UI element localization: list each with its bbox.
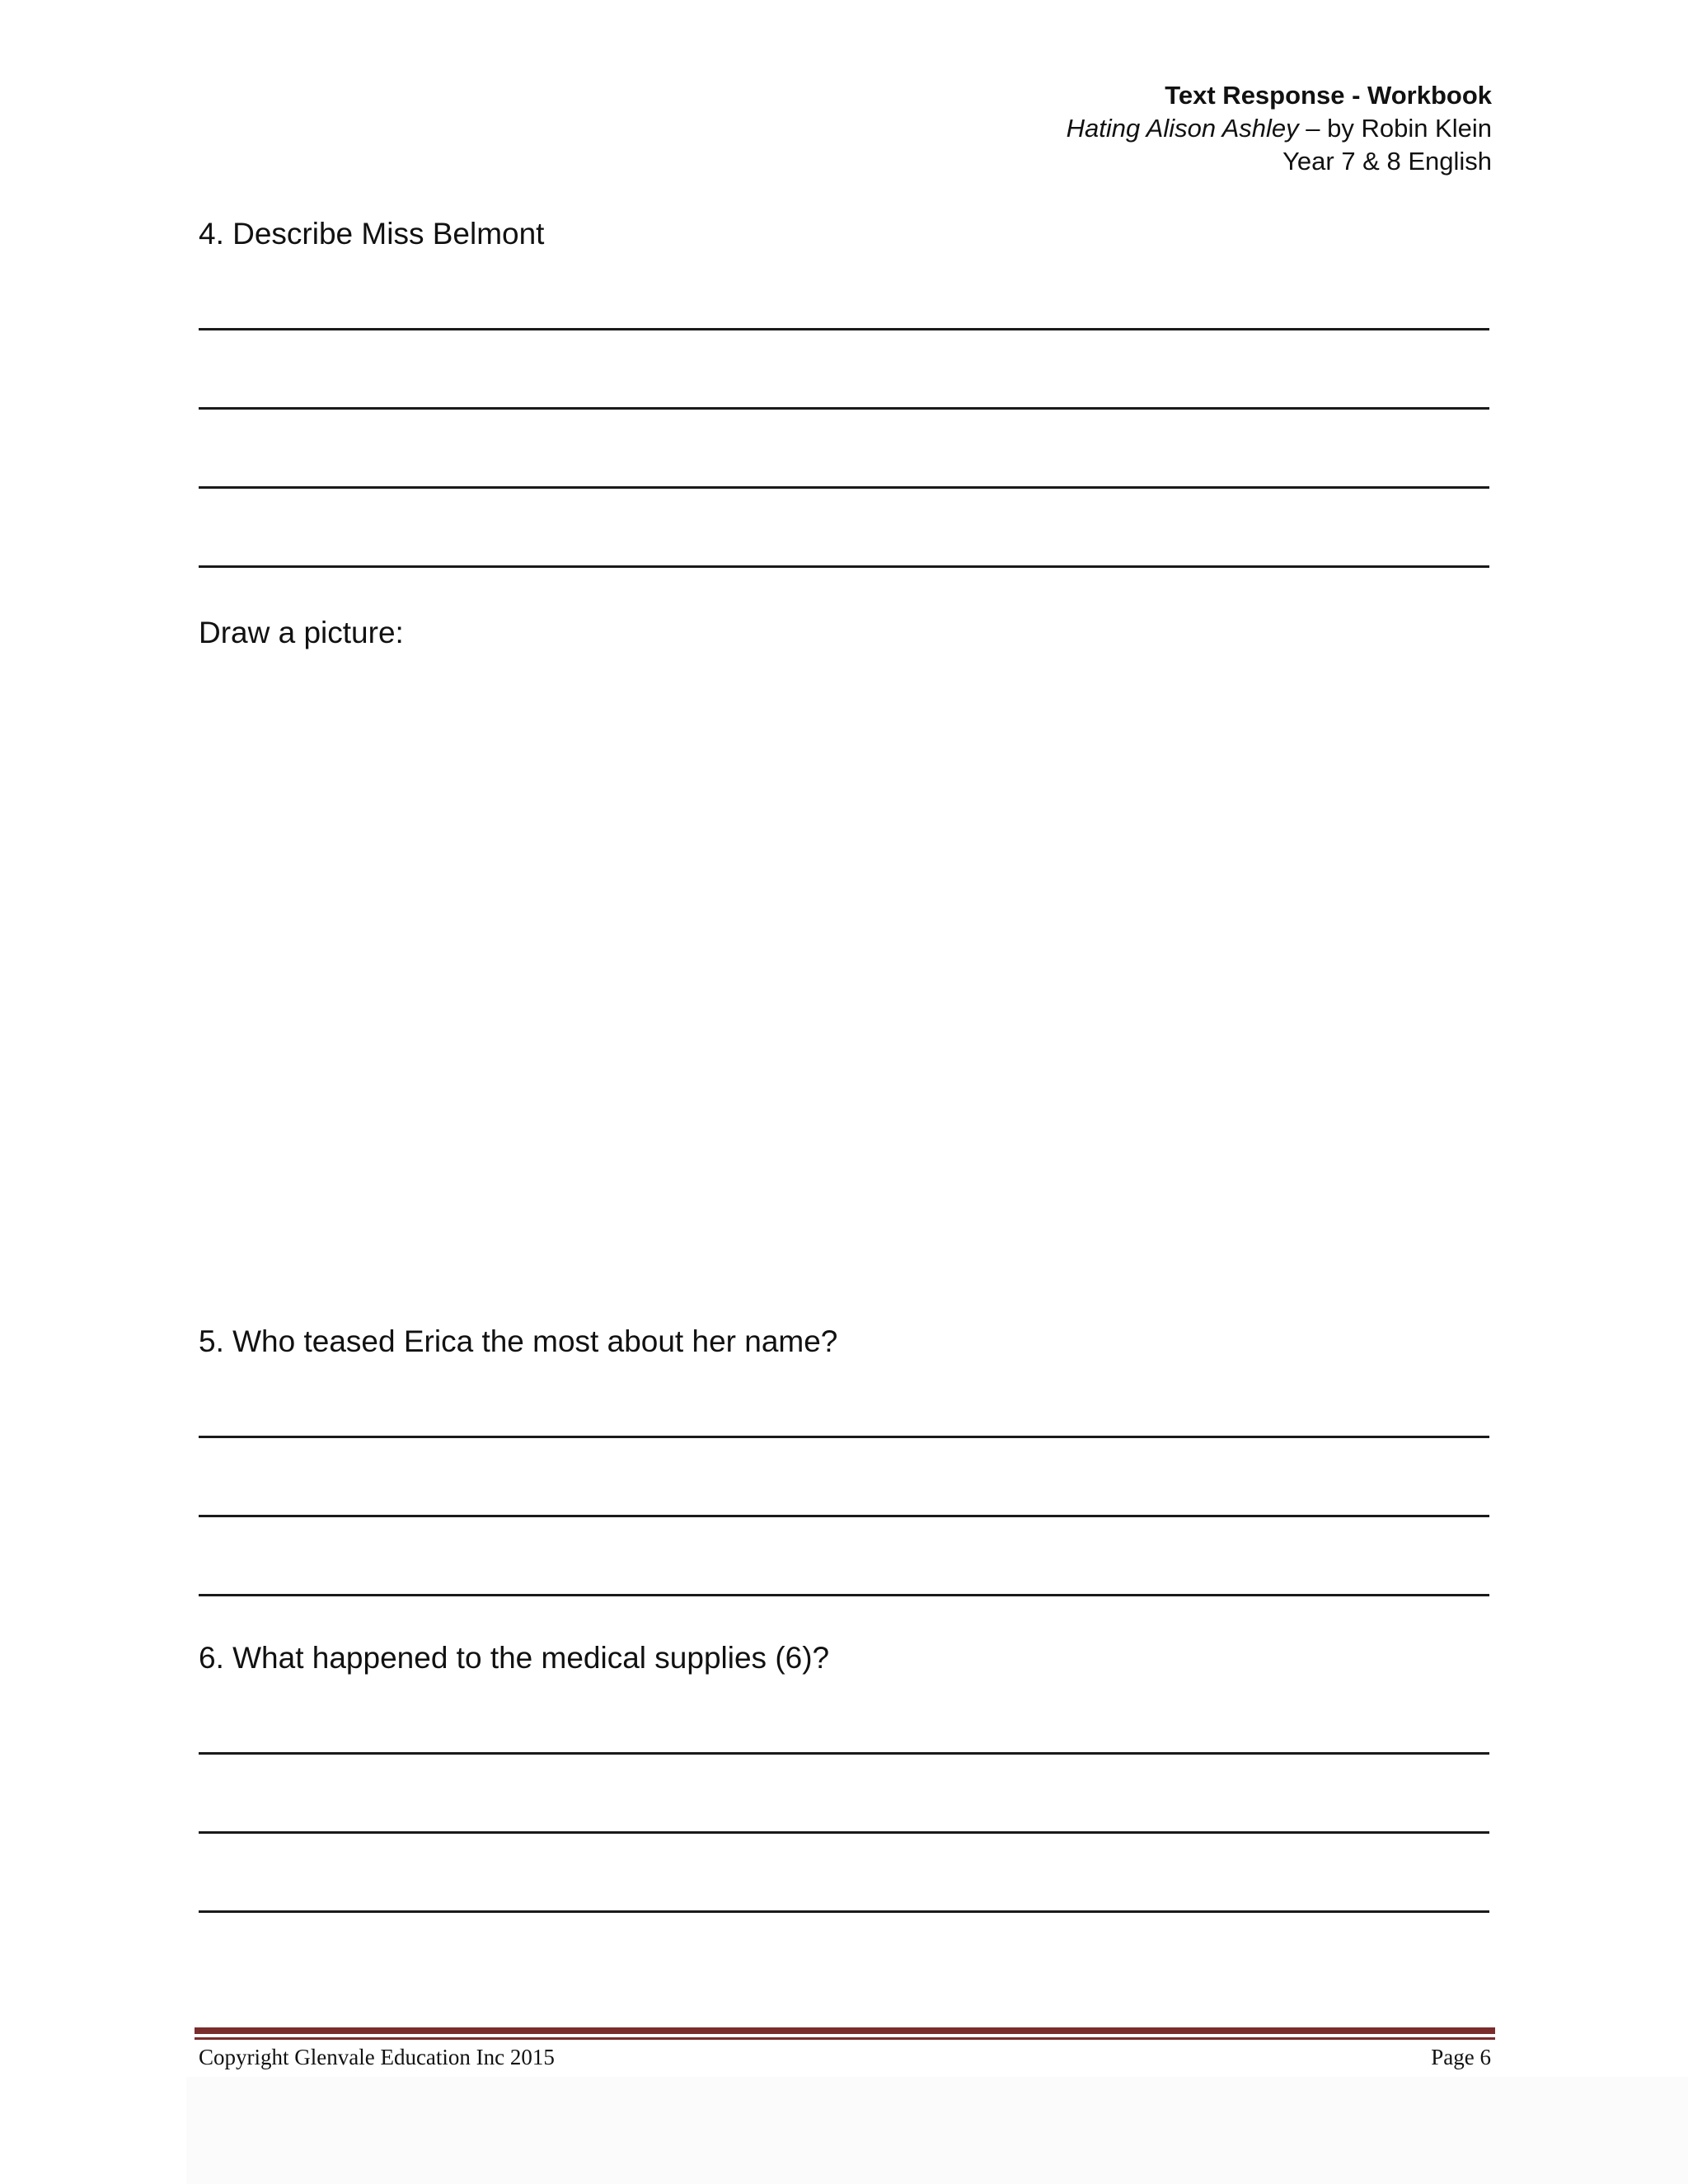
question-6: 6. What happened to the medical supplies (6)?: [199, 1641, 830, 1675]
answer-line-q6-1[interactable]: [199, 1752, 1489, 1755]
footer-rule: [195, 2027, 1495, 2034]
header-book-line: [750, 112, 1492, 145]
footer-copyright: Copyright Glenvale Education Inc 2015: [199, 2045, 555, 2069]
page-header: [750, 79, 1492, 178]
answer-line-q5-2[interactable]: [199, 1515, 1489, 1517]
footer-page-number: Page 6: [1431, 2045, 1491, 2069]
answer-line-q5-3[interactable]: [199, 1594, 1489, 1596]
bottom-shade: [186, 2077, 1688, 2184]
answer-line-q6-2[interactable]: [199, 1831, 1489, 1834]
answer-line-q4-1[interactable]: [199, 328, 1489, 330]
answer-line-q5-1[interactable]: [199, 1436, 1489, 1438]
answer-line-q4-4[interactable]: [199, 565, 1489, 568]
header-level: Year 7 & 8 English: [1282, 147, 1492, 176]
page-footer: [199, 2042, 1491, 2072]
question-5: 5. Who teased Erica the most about her name?: [199, 1324, 838, 1358]
question-4: 4. Describe Miss Belmont: [199, 217, 545, 251]
answer-line-q6-3[interactable]: [199, 1910, 1489, 1913]
header-title: Text Response - Workbook: [1165, 81, 1492, 110]
drawing-area[interactable]: [199, 659, 1489, 1302]
header-book-author: – by Robin Klein: [1298, 114, 1492, 143]
answer-line-q4-3[interactable]: [199, 486, 1489, 489]
header-book-title: Hating Alison Ashley: [1066, 114, 1299, 143]
draw-picture-prompt: Draw a picture:: [199, 616, 404, 649]
answer-line-q4-2[interactable]: [199, 407, 1489, 410]
footer-rule-thin: [195, 2037, 1495, 2040]
